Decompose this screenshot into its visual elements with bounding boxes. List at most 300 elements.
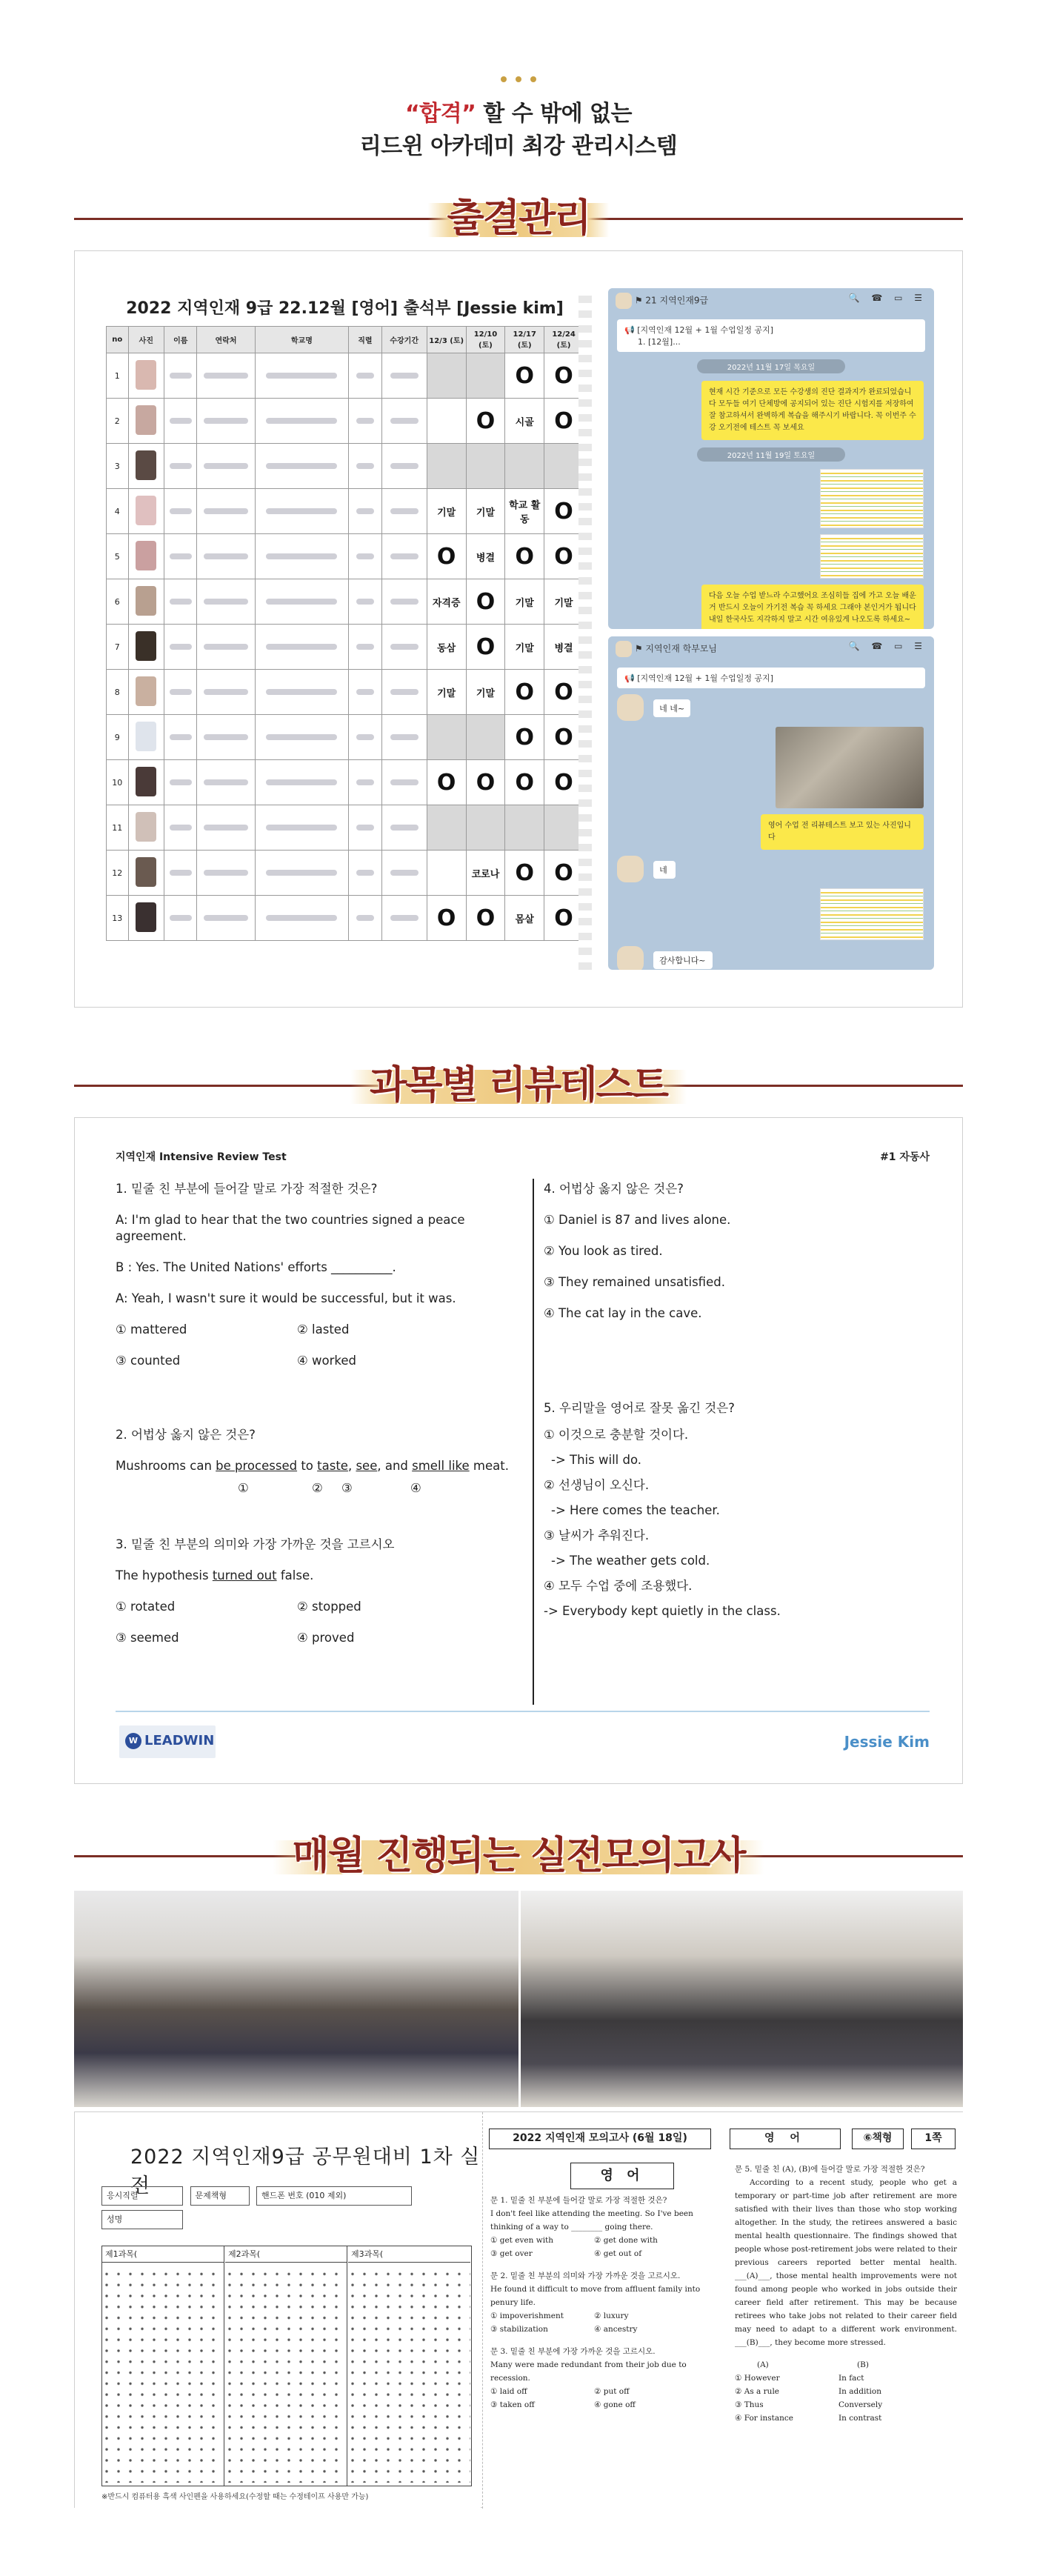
paper-question-text: I don't feel like attending the meeting. So I've been thinking of a way to ________ going there. (490, 2209, 693, 2231)
section-title-mock-text: 매월 진행되는 실전모의고사 (292, 1834, 745, 1878)
phone-cell (197, 399, 255, 444)
flag-icon: ⚑ (634, 643, 643, 654)
paper-title: 2022 지역인재 모의고사 (6월 18일) (489, 2129, 711, 2149)
attendance-mark (466, 851, 505, 896)
attendance-row (107, 489, 584, 534)
attendance-row (107, 760, 584, 805)
attendance-mark (466, 534, 505, 579)
chat-toolbar-icons[interactable]: 🔍 ☎ ▭ ☰ (848, 641, 927, 651)
omr-bubbles (348, 2266, 470, 2483)
track-cell (349, 489, 381, 534)
headline-rest: 할 수 밖에 없는 (476, 101, 633, 127)
attendance-mark-text: O (554, 679, 573, 705)
blurred-school (266, 870, 337, 876)
school-cell (255, 489, 349, 534)
column-label: (A) (757, 2360, 769, 2369)
paper-question-text: He found it difficult to move from affluent family into penury life. (490, 2285, 701, 2307)
paper-question: 문 5. 밑줄 친 (A), (B)에 들어갈 말로 가장 적절한 것은? (735, 2165, 925, 2174)
track-cell (349, 625, 381, 670)
blurred-school (266, 825, 337, 831)
track-cell (349, 353, 381, 399)
blurred-period (390, 915, 419, 921)
name-cell (164, 805, 197, 851)
attendance-mark (544, 353, 584, 399)
paper-right-column (735, 2163, 957, 2425)
option: ① impoverishment (490, 2312, 564, 2320)
school-cell (255, 715, 349, 760)
omr-column (348, 2246, 470, 2486)
omr-label: 문제책형 (190, 2186, 250, 2206)
row-number: 7 (107, 625, 129, 670)
track-cell (349, 760, 381, 805)
chat-header (608, 288, 934, 315)
option: ① However (735, 2374, 780, 2383)
col-header: 이름 (164, 327, 197, 353)
period-cell (381, 896, 427, 941)
chat-notice[interactable]: 📢 [지역인재 12월 + 1월 수업일정 공지] (617, 668, 925, 688)
attendance-mark (544, 896, 584, 941)
attendance-mark (505, 399, 544, 444)
column-label: (B) (857, 2360, 869, 2369)
question-3-options-row2 (116, 1630, 538, 1646)
blurred-track (356, 779, 374, 785)
attendance-mark-text: O (554, 859, 573, 886)
track-cell (349, 805, 381, 851)
attendance-mark-text: 시골 (515, 416, 534, 428)
option: ④ gone off (594, 2400, 636, 2409)
blurred-period (390, 825, 419, 831)
question-4-title: 4. 어법상 옳지 않은 것은? (544, 1182, 684, 1196)
photo-cell (128, 625, 164, 670)
row-number: 4 (107, 489, 129, 534)
attendance-mark (544, 625, 584, 670)
blurred-phone (204, 734, 248, 740)
period-cell (381, 625, 427, 670)
headline-accent: “합격” (404, 101, 476, 127)
phone-cell (197, 353, 255, 399)
photo-cell (128, 760, 164, 805)
attendance-mark-text: O (476, 905, 496, 931)
option: ③ get over (490, 2249, 533, 2258)
option: ③ stabilization (490, 2325, 548, 2334)
option: In addition (838, 2387, 881, 2396)
option: ④ worked (297, 1354, 357, 1368)
attendance-mark (427, 353, 466, 399)
question-1-options-row2 (116, 1353, 538, 1369)
mock-exam-panel (74, 2111, 963, 2508)
attendance-mark (505, 896, 544, 941)
review-right-column (544, 1181, 944, 1628)
blurred-phone (204, 870, 248, 876)
paper-subject-box: 영 어 (730, 2129, 841, 2149)
attendance-mark (427, 625, 466, 670)
omr-bubble-grid (101, 2246, 472, 2486)
option: ② luxury (594, 2312, 629, 2320)
row-number: 5 (107, 534, 129, 579)
attendance-mark (505, 851, 544, 896)
blurred-track (356, 599, 374, 605)
attendance-mark-text: 기말 (476, 507, 496, 519)
name-cell (164, 579, 197, 625)
phone-cell (197, 625, 255, 670)
attendance-mark (427, 851, 466, 896)
attendance-mark-text: 자격증 (432, 597, 461, 609)
paper-page: 1쪽 (911, 2129, 956, 2149)
attendance-mark (544, 444, 584, 489)
attendance-mark (466, 670, 505, 715)
chat-notice[interactable]: 📢 [지역인재 12월 + 1월 수업일정 공지] 1. [12월]... (617, 319, 925, 352)
chat-bubble: 현재 시간 기준으로 모든 수강생의 진단 결과지가 완료되었습니다 모두들 여기 단체방에 공지되어 있는 진단 시험지를 저장하여 잘 참고하셔서 완벽하게 복습을 해주시기 바랍니다. 꼭 이번주 수강 오기전에 테스트 꼭 보세요 (701, 381, 924, 440)
attendance-row (107, 670, 584, 715)
student-photo (136, 450, 156, 480)
option: ④ 모두 수업 중에 조용했다. (544, 1579, 693, 1593)
shared-sheet-image[interactable] (820, 888, 924, 940)
attendance-mark (544, 715, 584, 760)
student-photo (136, 857, 156, 887)
track-cell (349, 579, 381, 625)
attendance-mark-text: O (476, 633, 496, 660)
period-cell (381, 399, 427, 444)
phone-cell (197, 896, 255, 941)
chat-header (608, 636, 934, 663)
attendance-mark (544, 489, 584, 534)
blurred-phone (204, 779, 248, 785)
flag-icon: ⚑ (634, 295, 643, 306)
attendance-mark-text: O (515, 362, 534, 389)
school-cell (255, 399, 349, 444)
blurred-track (356, 373, 374, 379)
omr-column-header: 제1과목( (102, 2246, 224, 2263)
photo-cell (128, 805, 164, 851)
attendance-mark-text: O (515, 859, 534, 886)
row-number: 9 (107, 715, 129, 760)
attendance-mark-text: 학교 활동 (509, 500, 541, 525)
col-header: 직렬 (349, 327, 381, 353)
option: ② As a rule (735, 2387, 780, 2396)
period-cell (381, 715, 427, 760)
attendance-mark-text: O (554, 543, 573, 570)
option: ③ They remained unsatisfied. (544, 1275, 725, 1289)
phone-cell (197, 851, 255, 896)
attendance-mark (466, 579, 505, 625)
megaphone-icon: 📢 (624, 673, 635, 683)
name-cell (164, 896, 197, 941)
translation: -> This will do. (551, 1453, 642, 1467)
question-2-title: 2. 어법상 옳지 않은 것은? (116, 1428, 256, 1442)
chat-window-parents (608, 636, 934, 970)
blurred-school (266, 734, 337, 740)
exam-hall-photo-left (74, 1891, 518, 2107)
shared-sheet-image[interactable] (820, 469, 924, 528)
attendance-mark-text: 몸살 (515, 913, 534, 925)
attendance-mark (544, 399, 584, 444)
period-cell (381, 444, 427, 489)
col-header: 12/10 (토) (466, 327, 505, 353)
option: In fact (838, 2374, 864, 2383)
exam-hall-photo-right (521, 1891, 963, 2107)
blurred-name (170, 508, 192, 514)
school-cell (255, 851, 349, 896)
attendance-mark (544, 851, 584, 896)
attendance-mark-text: O (515, 769, 534, 796)
chat-title: 지역인재 학부모님 (645, 643, 717, 654)
phone-cell (197, 760, 255, 805)
track-cell (349, 896, 381, 941)
translation: -> Everybody kept quietly in the class. (544, 1604, 781, 1618)
attendance-mark (505, 353, 544, 399)
school-cell (255, 579, 349, 625)
attendance-mark-text: 기말 (515, 597, 534, 609)
attendance-mark-text: 기말 (437, 507, 456, 519)
period-cell (381, 760, 427, 805)
student-photo (136, 541, 156, 570)
shared-sheet-image[interactable] (820, 534, 924, 579)
student-photo (136, 405, 156, 435)
row-number: 13 (107, 896, 129, 941)
blurred-period (390, 689, 419, 695)
chat-row (617, 946, 925, 970)
blurred-name (170, 644, 192, 650)
student-photo (136, 722, 156, 751)
photo-cell (128, 896, 164, 941)
section-title-attendance (0, 194, 1037, 246)
blurred-phone (204, 689, 248, 695)
attendance-mark-text: O (476, 588, 496, 615)
blurred-period (390, 418, 419, 424)
attendance-row (107, 399, 584, 444)
student-photo (136, 767, 156, 796)
attendance-mark-text: 병결 (476, 552, 496, 564)
phone-cell (197, 489, 255, 534)
blurred-name (170, 599, 192, 605)
blurred-school (266, 599, 337, 605)
photo-cell (128, 534, 164, 579)
paper-left-column (490, 2194, 727, 2412)
row-number: 1 (107, 353, 129, 399)
period-cell (381, 579, 427, 625)
photo-cell (128, 489, 164, 534)
attendance-body (107, 353, 584, 941)
track-cell (349, 444, 381, 489)
blurred-school (266, 373, 337, 379)
attendance-sheet (106, 288, 584, 970)
section-title-attendance-text: 출결관리 (447, 196, 590, 241)
chat-date: 2022년 11월 17일 목요일 (697, 359, 845, 373)
attendance-row (107, 896, 584, 941)
paper-question: 문 3. 밑줄 친 부분에 가장 가까운 것을 고르시오. (490, 2347, 656, 2356)
school-cell (255, 353, 349, 399)
review-test-title: 지역인재 Intensive Review Test (116, 1151, 287, 1163)
megaphone-icon: 📢 (624, 325, 635, 335)
col-header: 학교명 (255, 327, 349, 353)
question-5-title: 5. 우리말을 영어로 잘못 옮긴 것은? (544, 1401, 735, 1415)
attendance-mark (505, 625, 544, 670)
blurred-name (170, 373, 192, 379)
attendance-mark (544, 670, 584, 715)
omr-label: 성명 (101, 2210, 183, 2229)
attendance-mark-text: O (515, 543, 534, 570)
blurred-name (170, 463, 192, 469)
blurred-name (170, 779, 192, 785)
blurred-track (356, 418, 374, 424)
question-2-sentence: Mushrooms can be processed to taste, see, and smell like meat. (116, 1459, 509, 1473)
track-cell (349, 715, 381, 760)
attendance-mark (544, 805, 584, 851)
row-number: 8 (107, 670, 129, 715)
photo-cell (128, 670, 164, 715)
user-avatar (617, 694, 644, 721)
row-number: 6 (107, 579, 129, 625)
option: ② lasted (297, 1322, 350, 1337)
attendance-mark (505, 579, 544, 625)
mock-exam-paper (482, 2112, 964, 2509)
track-cell (349, 534, 381, 579)
decorative-dots (0, 71, 1037, 85)
question-1-title: 1. 밑줄 친 부분에 들어갈 말로 가장 적절한 것은? (116, 1182, 378, 1196)
chat-bubble: 다음 오늘 수업 받느라 수고했어요 조심히들 집에 가고 오늘 배운거 반드시 오늘이 가기전 복습 꼭 하세요 그래야 본인거가 됩니다 내일 한국사도 지각하지 말고 시간 여유있게 나오도록 하세요~ (701, 585, 924, 629)
attendance-mark (427, 534, 466, 579)
attendance-mark (505, 489, 544, 534)
section-title-review (0, 1061, 1037, 1113)
option: ④ get out of (594, 2249, 642, 2258)
attendance-mark (544, 579, 584, 625)
name-cell (164, 670, 197, 715)
question-1-line-b: B : Yes. The United Nations' efforts __________. (116, 1260, 396, 1274)
classroom-photo[interactable] (776, 727, 924, 808)
blurred-track (356, 553, 374, 559)
blurred-track (356, 689, 374, 695)
attendance-mark-text: O (515, 724, 534, 750)
attendance-mark-text: O (554, 362, 573, 389)
school-cell (255, 760, 349, 805)
col-header: 연락처 (197, 327, 255, 353)
student-photo (136, 902, 156, 932)
attendance-mark (505, 805, 544, 851)
attendance-mark (466, 760, 505, 805)
blurred-school (266, 463, 337, 469)
chat-reply: 네 네~ (653, 699, 690, 717)
blurred-period (390, 508, 419, 514)
chat-row (617, 856, 925, 882)
marker: ④ (410, 1481, 421, 1495)
name-cell (164, 715, 197, 760)
blurred-track (356, 825, 374, 831)
headline-line1 (0, 95, 1037, 127)
photo-cell (128, 851, 164, 896)
track-cell (349, 670, 381, 715)
period-cell (381, 534, 427, 579)
attendance-mark (427, 805, 466, 851)
blurred-school (266, 508, 337, 514)
blurred-name (170, 825, 192, 831)
omr-title: 2022 지역인재9급 공무원대비 1차 실전 (130, 2146, 481, 2197)
student-photo (136, 631, 156, 661)
leadwin-logo: W LEADWIN (119, 1725, 216, 1758)
blurred-track (356, 734, 374, 740)
paper-header (489, 2129, 958, 2149)
blurred-phone (204, 644, 248, 650)
attendance-mark (427, 715, 466, 760)
option: ① laid off (490, 2387, 527, 2396)
option: ③ taken off (490, 2400, 535, 2409)
attendance-row (107, 353, 584, 399)
attendance-mark (427, 760, 466, 805)
blurred-period (390, 734, 419, 740)
photo-cell (128, 444, 164, 489)
attendance-mark (544, 534, 584, 579)
col-header: 수강기간 (381, 327, 427, 353)
period-cell (381, 353, 427, 399)
attendance-row (107, 805, 584, 851)
blurred-school (266, 779, 337, 785)
school-cell (255, 670, 349, 715)
question-3-title: 3. 밑줄 친 부분의 의미와 가장 가까운 것을 고르시오 (116, 1537, 395, 1551)
chat-row (617, 694, 925, 721)
option: ② You look as tired. (544, 1244, 663, 1258)
blurred-school (266, 689, 337, 695)
attendance-mark (466, 399, 505, 444)
photo-cell (128, 579, 164, 625)
blurred-phone (204, 599, 248, 605)
omr-column (225, 2246, 347, 2486)
option: ① Daniel is 87 and lives alone. (544, 1213, 731, 1227)
chat-bubble: 영어 수업 전 리뷰테스트 보고 있는 사진입니다 (761, 814, 924, 850)
period-cell (381, 489, 427, 534)
marker: ① (238, 1481, 249, 1495)
blurred-period (390, 373, 419, 379)
attendance-sheet-title: 2022 지역인재 9급 22.12월 [영어] 출석부 [Jessie kim] (126, 299, 564, 318)
question-3-options-row1 (116, 1599, 538, 1615)
blurred-name (170, 915, 192, 921)
attendance-mark-text: 기말 (515, 642, 534, 654)
attendance-panel (74, 250, 963, 1008)
section-title-review-text: 과목별 리뷰테스트 (370, 1063, 667, 1108)
attendance-mark-text: O (436, 905, 456, 931)
omr-column-header: 제3과목( (348, 2246, 470, 2263)
blurred-period (390, 463, 419, 469)
question-1-line-c: A: Yeah, I wasn't sure it would be successful, but it was. (116, 1291, 456, 1305)
attendance-mark-text: O (554, 407, 573, 434)
name-cell (164, 760, 197, 805)
blurred-period (390, 644, 419, 650)
attendance-mark (466, 489, 505, 534)
option: ② 선생님이 오신다. (544, 1478, 650, 1492)
translation: -> The weather gets cold. (551, 1554, 710, 1568)
option: ② put off (594, 2387, 630, 2396)
attendance-mark (466, 353, 505, 399)
attendance-row (107, 534, 584, 579)
period-cell (381, 670, 427, 715)
review-test-number: #1 자동사 (880, 1151, 930, 1163)
name-cell (164, 399, 197, 444)
option: ③ Thus (735, 2400, 764, 2409)
omr-bubbles (225, 2266, 347, 2483)
attendance-mark-text: 기말 (437, 688, 456, 699)
option: ④ ancestry (594, 2325, 638, 2334)
attendance-mark (505, 760, 544, 805)
chat-avatar (616, 293, 632, 309)
col-header: 12/24 (토) (544, 327, 584, 353)
track-cell (349, 851, 381, 896)
chat-toolbar-icons[interactable]: 🔍 ☎ ▭ ☰ (848, 293, 927, 303)
attendance-mark (466, 896, 505, 941)
blurred-name (170, 418, 192, 424)
blurred-phone (204, 508, 248, 514)
attendance-mark-text: 기말 (476, 688, 496, 699)
teacher-name: Jessie Kim (844, 1733, 930, 1751)
omr-bubbles (102, 2266, 224, 2483)
attendance-mark (427, 579, 466, 625)
